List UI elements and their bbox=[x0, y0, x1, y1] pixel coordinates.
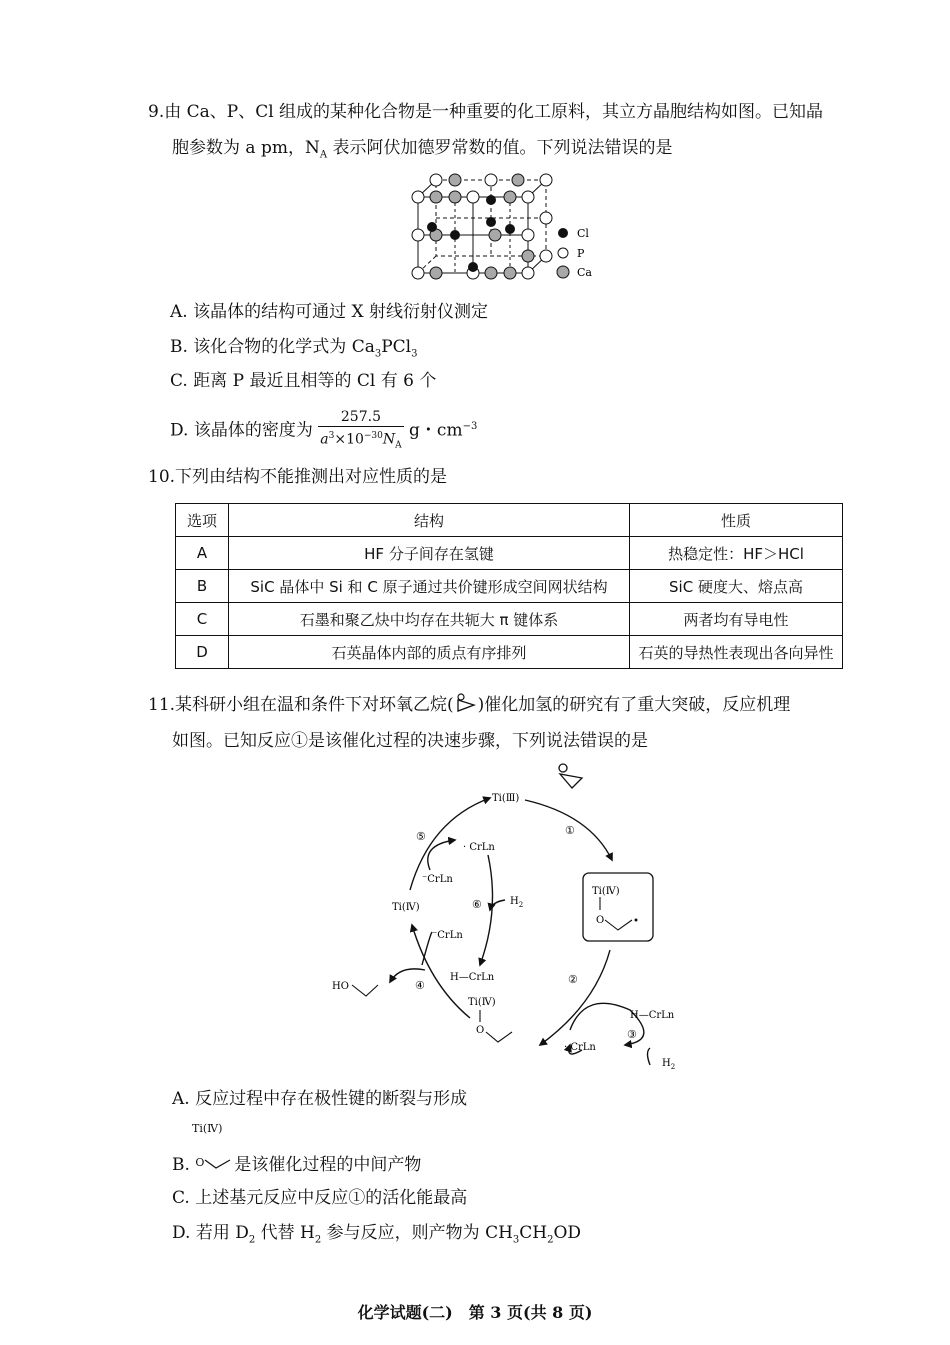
q10-cell: HF 分子间存在氢键 bbox=[229, 537, 630, 570]
h2-label-a: $H_2$ bbox=[510, 896, 524, 909]
q10-cell: 石墨和聚乙炔中均存在共轭大 π 键体系 bbox=[229, 603, 630, 636]
epoxide-icon bbox=[454, 693, 478, 713]
density-denominator bbox=[318, 427, 403, 454]
density-numerator: 257.5 bbox=[318, 408, 403, 427]
q10-cell: D bbox=[176, 636, 229, 669]
page-footer: 化学试题(二) 第 3 页(共 8 页) bbox=[357, 1303, 593, 1322]
table-row bbox=[176, 603, 843, 636]
q9-option-b bbox=[170, 335, 418, 366]
q9-option-d bbox=[170, 407, 477, 454]
q10-stem: 10.下列由结构不能推测出对应性质的是 bbox=[148, 467, 448, 487]
q9-option-b-sub2: 3 bbox=[411, 348, 418, 360]
step-3-label: ③ bbox=[627, 1028, 637, 1041]
q9-na-sub: A bbox=[319, 149, 328, 161]
den-na: N bbox=[382, 431, 396, 448]
q11-option-d-sub1: 2 bbox=[248, 1234, 256, 1246]
crln-dot-label-1: · CrLn bbox=[463, 842, 495, 853]
q10-cell: B bbox=[176, 570, 229, 603]
den-mid: ×10 bbox=[334, 431, 364, 448]
o-bottom-label: O bbox=[476, 1025, 485, 1036]
table-row bbox=[176, 636, 843, 669]
crln-minus-label-1: ⁻CrLn bbox=[422, 874, 453, 885]
q9-option-b-sub1: 3 bbox=[374, 348, 382, 360]
q9-stem-line2-rest: 表示阿伏加德罗常数的值。下列说法错误的是 bbox=[327, 138, 673, 158]
den-exp2: −30 bbox=[363, 430, 383, 441]
q11-option-d-end: OD bbox=[553, 1223, 582, 1243]
q11-option-a: A. 反应过程中存在极性键的断裂与形成 bbox=[172, 1089, 468, 1109]
q10-cell: 石英晶体内部的质点有序排列 bbox=[229, 636, 630, 669]
q10-cell: 热稳定性：HF＞HCl bbox=[630, 537, 843, 570]
step-1-label: ① bbox=[565, 824, 575, 837]
density-fraction bbox=[318, 408, 403, 454]
ti3-label: Ti(Ⅲ) bbox=[492, 793, 520, 804]
density-unit: g・cm bbox=[409, 420, 463, 441]
q11-option-d-sub2: 2 bbox=[314, 1234, 322, 1246]
intermediate-box bbox=[583, 873, 653, 941]
q11-option-b-o: O bbox=[195, 1156, 205, 1169]
den-a: a bbox=[320, 431, 329, 448]
q9-stem-line2-a: 胞参数为 a pm，N bbox=[172, 138, 320, 158]
q10-header-row bbox=[176, 504, 843, 537]
q11-option-d-mid2: 参与反应，则产物为 CH bbox=[321, 1223, 513, 1243]
q10-cell: 石英的导热性表现出各向异性 bbox=[630, 636, 843, 669]
table-row bbox=[176, 537, 843, 570]
ti4-bottom-label: Ti(Ⅳ) bbox=[468, 997, 496, 1008]
h-crln-label-2: H—CrLn bbox=[630, 1010, 675, 1021]
q10-cell: A bbox=[176, 537, 229, 570]
q10-cell: SiC 晶体中 Si 和 C 原子通过共价键形成空间网状结构 bbox=[229, 570, 630, 603]
ethyl-icon bbox=[204, 1156, 234, 1170]
crln-dot-label-2: · CrLn bbox=[564, 1042, 596, 1053]
q11-option-b-ti: Ti(Ⅳ) bbox=[192, 1122, 223, 1135]
q11-stem-line1b: )催化加氢的研究有了重大突破，反应机理 bbox=[477, 695, 791, 715]
h2-label-b: $H_2$ bbox=[662, 1058, 676, 1071]
h-crln-label-1: H—CrLn bbox=[450, 972, 495, 983]
table-row bbox=[176, 570, 843, 603]
den-na-sub: A bbox=[395, 440, 402, 451]
q11-stem-line1 bbox=[148, 693, 790, 717]
q9-stem-line2 bbox=[172, 136, 672, 167]
q9-option-b-prefix: B. 该化合物的化学式为 Ca bbox=[170, 337, 375, 357]
epoxide-structure bbox=[559, 764, 582, 788]
q9-option-b-mid: PCl bbox=[381, 337, 412, 357]
density-unit-exp: −3 bbox=[462, 421, 478, 432]
q10-header-option: 选项 bbox=[176, 504, 229, 537]
q9-stem-line1: 9.由 Ca、P、Cl 组成的某种化合物是一种重要的化工原料，其立方晶胞结构如图。已知晶 bbox=[148, 102, 824, 122]
mechanism-diagram bbox=[320, 760, 700, 1080]
step-5-label: ⑤ bbox=[416, 830, 426, 843]
q10-table bbox=[175, 503, 843, 669]
q11-option-d-sub3: 3 bbox=[512, 1234, 520, 1246]
q10-cell: C bbox=[176, 603, 229, 636]
q11-option-d-mid3: CH bbox=[519, 1223, 548, 1243]
legend-p: P bbox=[577, 247, 585, 260]
ti4-box-label: Ti(Ⅳ) bbox=[592, 886, 620, 897]
step-2-label: ② bbox=[568, 973, 578, 986]
q9-option-c: C. 距离 P 最近且相等的 Cl 有 6 个 bbox=[170, 371, 437, 391]
q10-cell: SiC 硬度大、熔点高 bbox=[630, 570, 843, 603]
q11-option-d-prefix: D. 若用 D bbox=[172, 1223, 249, 1243]
step-4-label: ④ bbox=[415, 979, 425, 992]
q11-option-d-sub4: 2 bbox=[547, 1234, 554, 1246]
q10-cell: 两者均有导电性 bbox=[630, 603, 843, 636]
q10-header-structure: 结构 bbox=[229, 504, 630, 537]
q11-option-c: C. 上述基元反应中反应①的活化能最高 bbox=[172, 1188, 468, 1208]
q11-option-d-mid: 代替 H bbox=[255, 1223, 315, 1243]
q11-option-d bbox=[172, 1221, 581, 1252]
o-box-label: O bbox=[596, 915, 605, 926]
ho-label: HO bbox=[332, 981, 349, 992]
q10-header-property: 性质 bbox=[630, 504, 843, 537]
q11-option-b bbox=[172, 1151, 421, 1177]
q9-option-d-prefix: D. 该晶体的密度为 bbox=[170, 420, 313, 441]
q11-stem-line1a: 11.某科研小组在温和条件下对环氧乙烷( bbox=[148, 695, 454, 715]
q11-stem-line2: 如图。已知反应①是该催化过程的决速步骤，下列说法错误的是 bbox=[172, 731, 648, 751]
crystal-cell-diagram bbox=[400, 172, 600, 287]
q11-option-b-text: 是该催化过程的中间产物 bbox=[234, 1155, 422, 1175]
q9-option-a: A. 该晶体的结构可通过 X 射线衍射仪测定 bbox=[170, 302, 488, 322]
crln-minus-label-2: ⁻CrLn bbox=[432, 930, 463, 941]
step-6-label: ⑥ bbox=[472, 898, 482, 911]
ti4-left-label: Ti(Ⅳ) bbox=[392, 902, 420, 913]
den-a-exp: 3 bbox=[328, 430, 335, 441]
q11-option-b-prefix: B. bbox=[172, 1155, 190, 1175]
legend-ca: Ca bbox=[577, 266, 592, 279]
legend-cl: Cl bbox=[577, 227, 589, 240]
